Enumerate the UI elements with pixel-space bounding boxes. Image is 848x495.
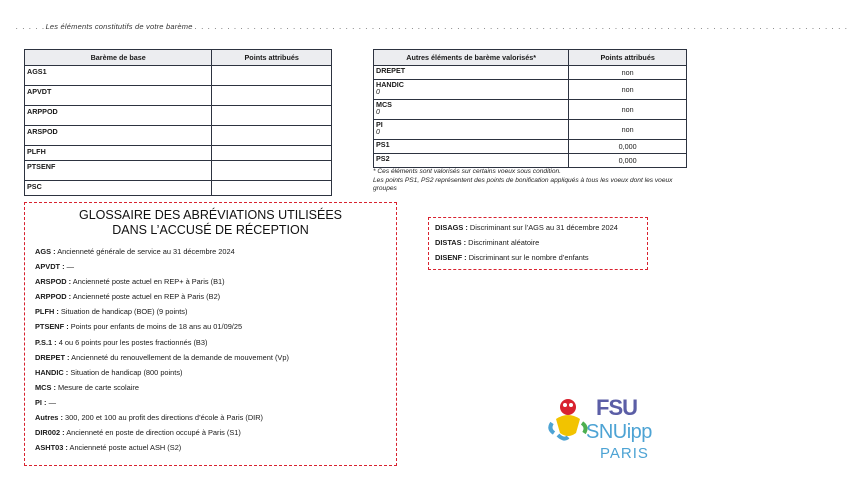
glossary-item [35,383,386,392]
discriminants-box [428,217,648,270]
glossary-desc: Ancienneté générale de service au 31 décembre 2024 [57,247,235,256]
glossary-item [35,307,386,316]
footnote-line-1: * Ces éléments sont valorisés sur certains voeux sous condition. [373,168,562,175]
discriminant-abbr: DISENF : [435,253,467,262]
table-row [25,161,332,181]
glossary-title-line-1: GLOSSAIRE DES ABRÉVIATIONS UTILISÉES [78,208,343,222]
other-table-header-row [374,50,687,66]
row-label [374,140,569,154]
table-row [374,154,687,168]
glossary-desc: 4 ou 6 points pour les postes fractionnés (B3) [58,337,208,347]
glossary-item [35,368,386,377]
row-points [212,126,332,146]
glossary-abbr: PTSENF : [35,322,69,332]
logo-paris-text: PARIS [600,445,649,462]
glossary-desc: Ancienneté poste actuel en REP+ à Paris (B1) [72,277,225,287]
table-row [25,126,332,146]
glossary-desc: Ancienneté poste actuel en REP à Paris (B2) [72,292,221,302]
glossary-item [35,413,386,422]
discriminant-desc: Discriminant aléatoire [468,238,540,247]
table-row [25,146,332,161]
row-points: 0,000 [569,154,687,168]
row-label [374,100,569,120]
row-label [374,80,569,100]
row-points: non [569,100,687,120]
glossary-abbr: ARPPOD : [35,292,72,302]
glossary-abbr: AGS : [35,247,56,256]
other-score-table [373,49,687,168]
footnote-line-2: Les points PS1, PS2 représentent des points de bonification appliqués à tous les voeux dont les voeux groupes [373,176,673,192]
table-footnote [373,168,693,194]
row-label: ARPPOD [25,106,212,126]
base-table-header-row [25,50,332,66]
discriminant-item [435,223,641,232]
row-label: PTSENF [25,161,212,181]
row-points [212,106,332,126]
glossary-abbr: HANDIC : [35,367,69,377]
base-score-table [24,49,332,196]
glossary-desc: 300, 200 et 100 au profit des directions d’école à Paris (DIR) [65,413,264,423]
glossary-desc: Ancienneté poste actuel ASH (S2) [69,443,182,453]
discriminant-desc: Discriminant sur l’AGS au 31 décembre 2024 [469,223,618,232]
row-points: non [569,66,687,80]
page-title [16,22,848,31]
glossary-abbr: APVDT : [35,262,65,272]
table-row [374,100,687,120]
table-row [374,120,687,140]
glossary-desc: Mesure de carte scolaire [58,382,139,392]
glossary-title [35,208,386,238]
glossary-box [24,202,397,466]
discriminant-item [435,238,641,247]
base-table-col-label: Barème de base [25,50,212,66]
glossary-abbr: P.S.1 : [35,337,57,347]
glossary-desc: Ancienneté du renouvellement de la demande de mouvement (Vp) [71,352,289,362]
glossary-item [35,428,386,437]
glossary-abbr: DIR002 : [35,428,65,438]
glossary-item [35,247,386,256]
row-label: PSC [25,181,212,196]
row-label: PLFH [25,146,212,161]
row-label [374,66,569,80]
glossary-item [35,353,386,362]
row-label [374,120,569,140]
discriminant-abbr: DISAGS : [435,223,468,232]
row-label-text: PI [376,120,383,129]
glossary-title-line-2: DANS L’ACCUSÉ DE RÉCEPTION [112,223,309,237]
glossary-item [35,292,386,301]
glossary-abbr: ASHT03 : [35,443,68,453]
title-text: Les éléments constitutifs de votre barème [45,22,193,31]
row-points [212,161,332,181]
logo-snuipp-text: SNUipp [586,421,652,443]
row-label-text: PS2 [376,154,390,163]
row-label-text: HANDIC [376,80,404,89]
glossary-desc: — [66,262,75,272]
row-label [374,154,569,168]
table-row [25,66,332,86]
glossary-abbr: ARSPOD : [35,277,72,287]
glossary-desc: — [48,397,56,407]
row-label: AGS1 [25,66,212,86]
table-row [374,66,687,80]
glossary-desc: Situation de handicap (BOE) (9 points) [60,307,188,317]
table-row [374,140,687,154]
row-sub-value: 0 [376,109,380,116]
row-label-text: DREPET [376,66,406,75]
row-label: APVDT [25,86,212,106]
discriminant-item [435,253,641,262]
table-row [25,106,332,126]
base-table-col-points: Points attribués [212,50,332,66]
discriminant-desc: Discriminant sur le nombre d’enfants [468,253,589,262]
row-label: ARSPOD [25,126,212,146]
row-points [212,181,332,196]
row-sub-value: 0 [376,89,380,96]
glossary-abbr: MCS : [35,382,56,392]
glossary-item [35,338,386,347]
row-points: non [569,80,687,100]
glossary-item [35,443,386,452]
other-table-col-points: Points attribués [569,50,687,66]
glossary-abbr: Autres : [35,413,63,423]
title-prefix-dots: . . . . . [16,22,46,31]
row-points: non [569,120,687,140]
glossary-abbr: PI : [35,397,47,407]
glossary-item [35,277,386,286]
glossary-item [35,262,386,271]
glossary-abbr: DREPET : [35,352,70,362]
table-row [25,181,332,196]
other-table-col-label: Autres éléments de barème valorisés* [374,50,569,66]
row-label-text: MCS [376,100,392,109]
row-points [212,66,332,86]
logo-fsu-text: FSU [596,395,637,420]
title-trailing-dots: . . . . . . . . . . . . . . . . . . . . . . . . . . . . . . . . . . . . . . . . . . . . . . . . . . . . . . . . . . . . . . . . . . . . . . . . . . . . . . . . . . . . . . . . . . . . . . . . . . . . [194,22,848,31]
row-label-text: PS1 [376,140,390,149]
glossary-item [35,322,386,331]
row-sub-value: 0 [376,129,380,136]
glossary-abbr: PLFH : [35,307,59,317]
fsu-snuipp-logo [546,393,686,473]
table-row [25,86,332,106]
row-points [212,86,332,106]
glossary-desc: Points pour enfants de moins de 18 ans au 01/09/25 [70,322,243,332]
discriminant-abbr: DISTAS : [435,238,467,247]
glossary-item [35,398,386,407]
row-points [212,146,332,161]
row-points: 0,000 [569,140,687,154]
glossary-desc: Ancienneté en poste de direction occupé à Paris (S1) [66,428,241,438]
glossary-desc: Situation de handicap (800 points) [70,367,183,377]
table-row [374,80,687,100]
